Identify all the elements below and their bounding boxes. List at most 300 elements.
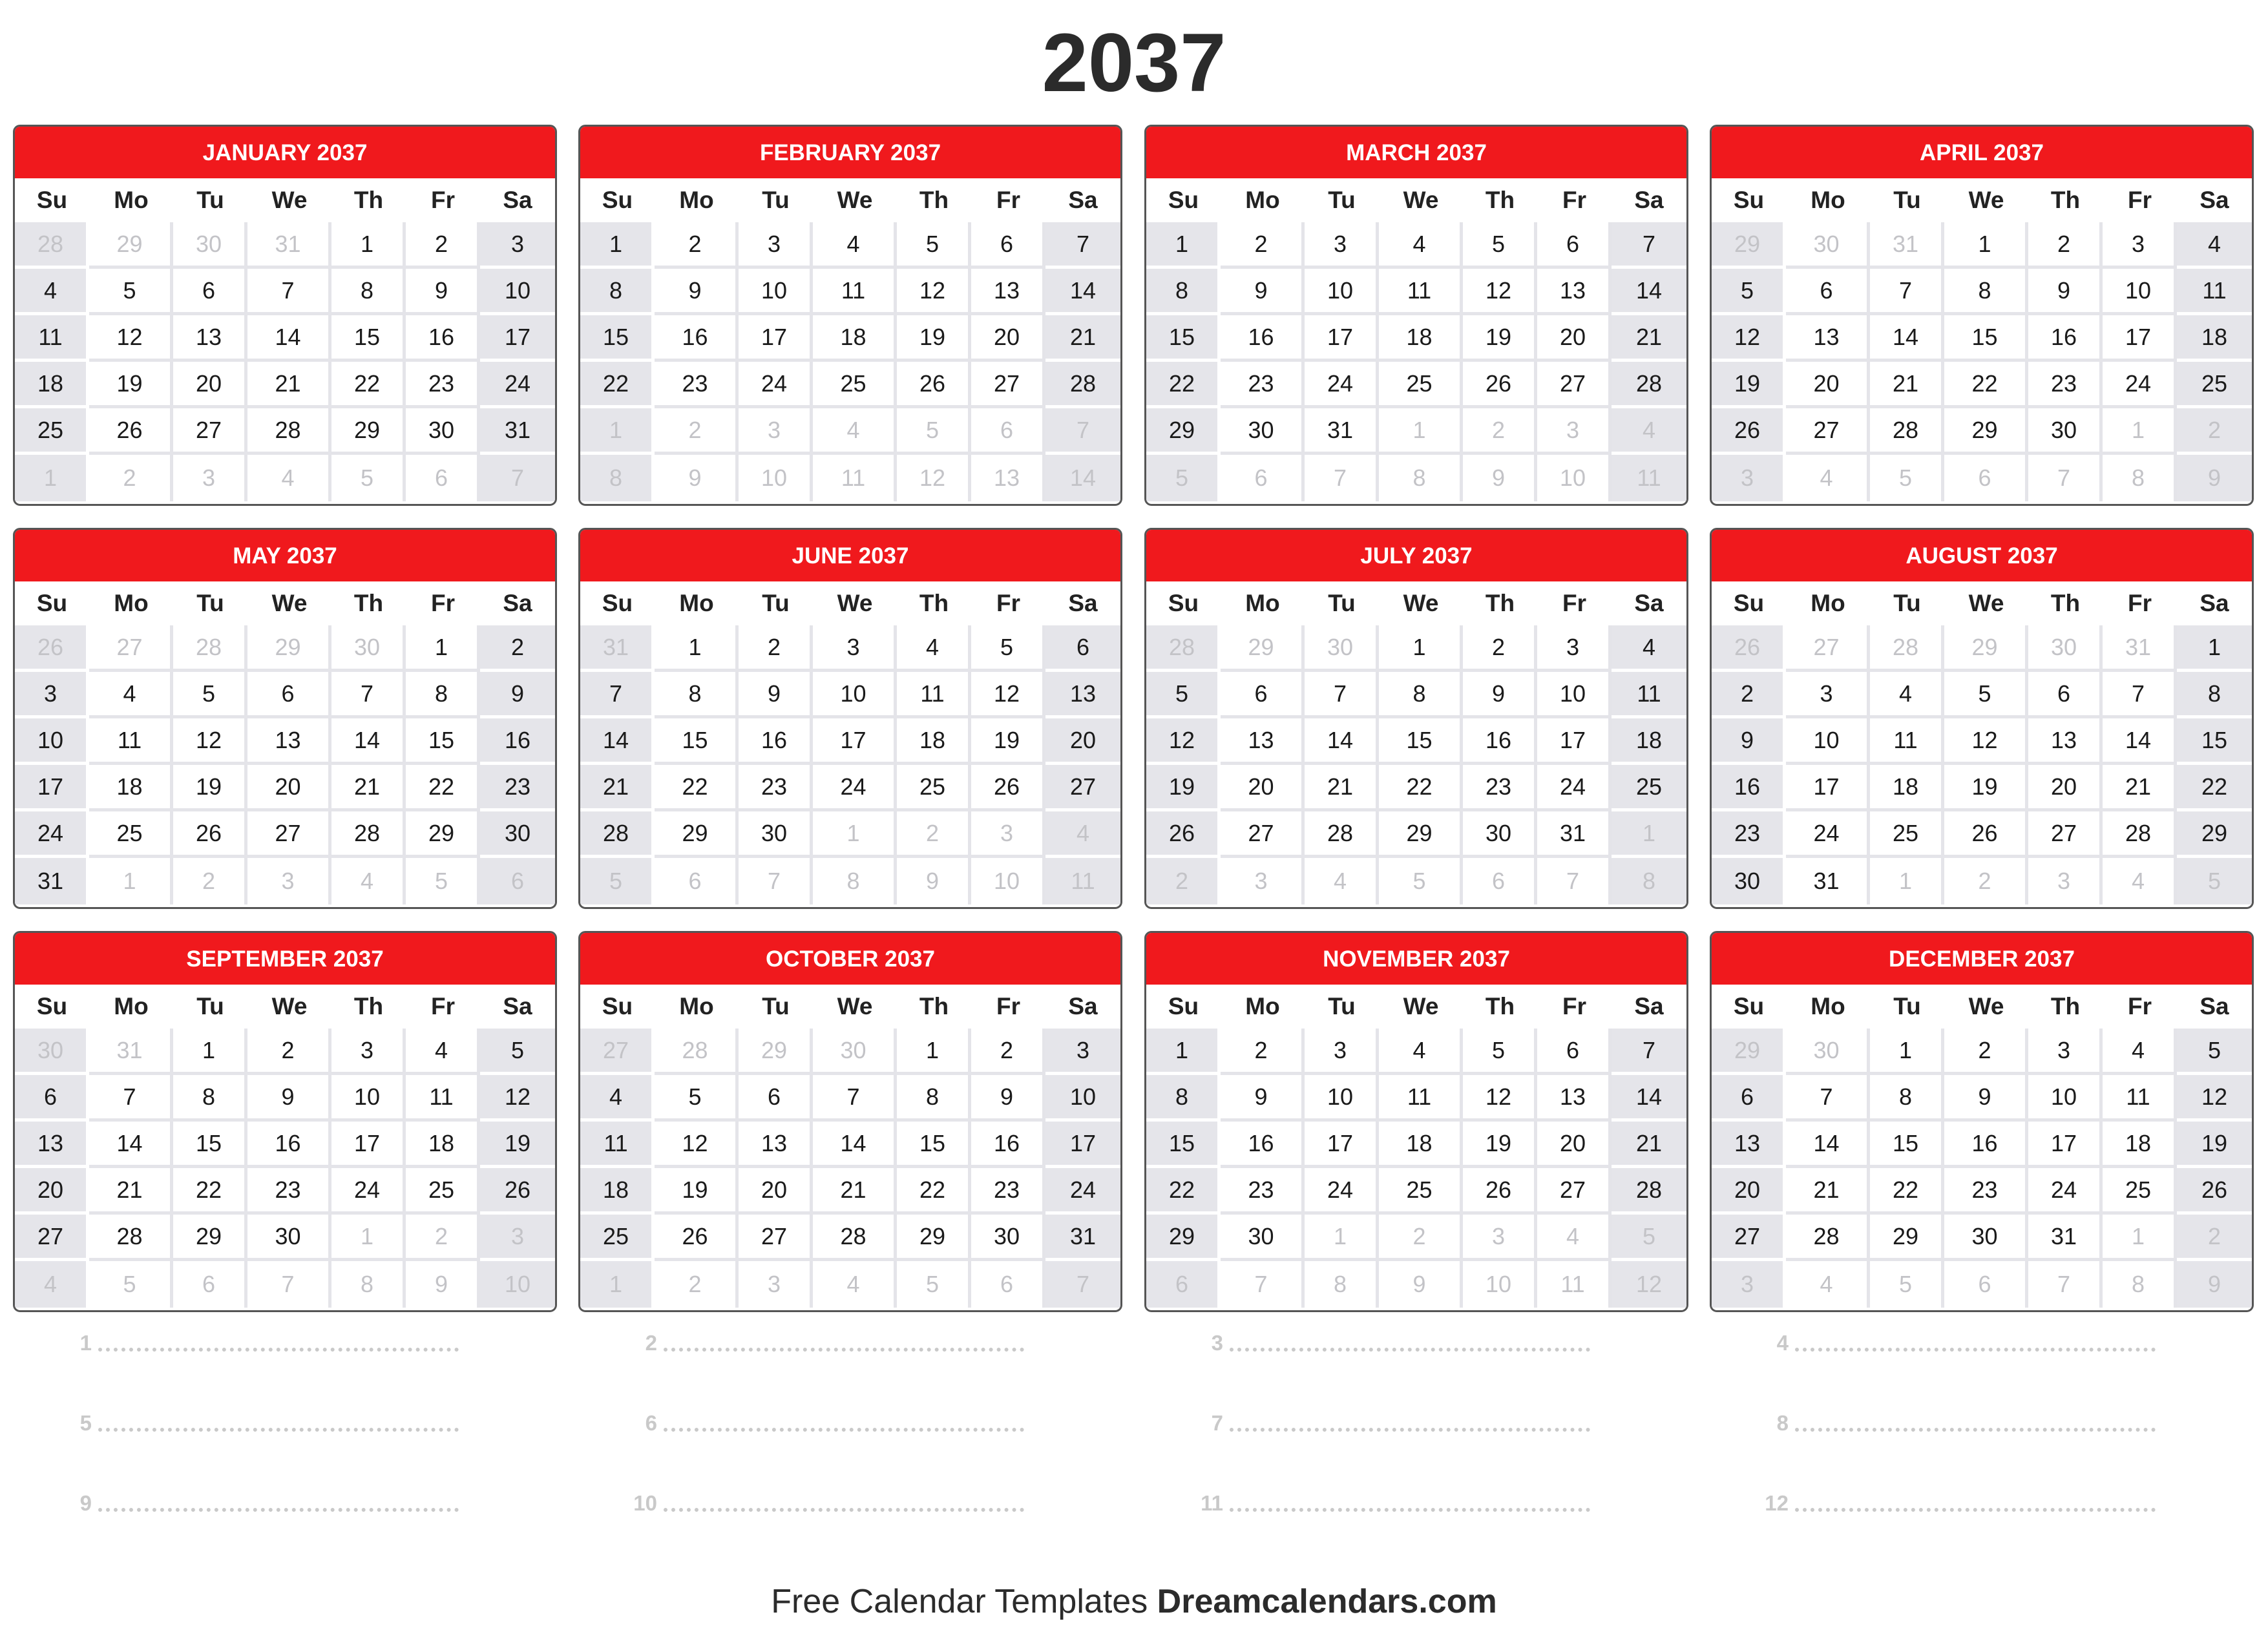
day-cell: 29: [1146, 408, 1221, 455]
day-cell: 27: [1045, 765, 1120, 811]
day-cell: 24: [813, 765, 897, 811]
day-cell: 4: [813, 222, 897, 269]
day-cell: 2: [739, 625, 813, 672]
day-cell: 6: [1537, 1029, 1612, 1075]
day-cell: 11: [1379, 1075, 1463, 1122]
day-cell: 24: [739, 362, 813, 408]
day-cell-outside: 3: [247, 858, 331, 904]
note-number: 8: [1776, 1411, 1789, 1435]
weekday-header: Su: [1712, 581, 1786, 625]
day-cell: 2: [1221, 1029, 1305, 1075]
day-cell-outside: 9: [2177, 455, 2252, 501]
day-cell-outside: 8: [813, 858, 897, 904]
day-cell: 9: [406, 269, 480, 315]
day-cell-outside: 29: [739, 1029, 813, 1075]
day-cell: 8: [1146, 1075, 1221, 1122]
weekday-header: Tu: [1870, 581, 1944, 625]
day-cell: 25: [1612, 765, 1686, 811]
day-cell-outside: 30: [813, 1029, 897, 1075]
day-cell-outside: 8: [331, 1261, 406, 1308]
day-cell: 23: [1463, 765, 1537, 811]
day-cell: 12: [1463, 269, 1537, 315]
day-cell-outside: 2: [2177, 1215, 2252, 1261]
day-cell: 27: [15, 1215, 89, 1261]
day-cell: 14: [331, 718, 406, 765]
day-cell: 13: [1045, 672, 1120, 718]
weekday-header: Sa: [1045, 581, 1120, 625]
day-cell: 2: [971, 1029, 1045, 1075]
day-cell-outside: 7: [1221, 1261, 1305, 1308]
day-cell: 5: [1463, 1029, 1537, 1075]
day-cell: 3: [480, 222, 555, 269]
day-cell: 18: [2103, 1122, 2177, 1168]
day-cell-outside: 30: [2028, 625, 2103, 672]
day-cell: 21: [2103, 765, 2177, 811]
month-title: NOVEMBER 2037: [1146, 933, 1686, 985]
day-cell: 21: [331, 765, 406, 811]
day-cell: 14: [813, 1122, 897, 1168]
day-cell: 9: [971, 1075, 1045, 1122]
day-cell-outside: 13: [971, 455, 1045, 501]
day-cell-outside: 3: [739, 408, 813, 455]
day-cell-outside: 5: [897, 1261, 971, 1308]
day-cell: 6: [247, 672, 331, 718]
day-cell: 18: [897, 718, 971, 765]
day-cell-outside: 2: [1146, 858, 1221, 904]
day-cell: 11: [2177, 269, 2252, 315]
day-cell: 11: [580, 1122, 655, 1168]
days-grid: [1712, 178, 2252, 501]
day-cell: 2: [1221, 222, 1305, 269]
day-cell: 4: [580, 1075, 655, 1122]
day-cell: 30: [1463, 811, 1537, 858]
note-number: 4: [1776, 1331, 1789, 1355]
weekday-header: Sa: [1612, 581, 1686, 625]
day-cell-outside: 5: [1870, 455, 1944, 501]
note-line: [58, 1485, 459, 1516]
day-cell: 7: [89, 1075, 173, 1122]
day-cell: 15: [1944, 315, 2028, 362]
day-cell: 17: [15, 765, 89, 811]
day-cell: 22: [173, 1168, 247, 1215]
weekday-header: Tu: [1870, 985, 1944, 1029]
weekday-header: Tu: [739, 985, 813, 1029]
day-cell: 28: [1612, 1168, 1686, 1215]
day-cell-outside: 8: [2103, 1261, 2177, 1308]
day-cell: 9: [480, 672, 555, 718]
day-cell: 15: [655, 718, 739, 765]
day-cell: 9: [1463, 672, 1537, 718]
day-cell: 11: [406, 1075, 480, 1122]
day-cell: 19: [1463, 315, 1537, 362]
day-cell: 16: [1221, 315, 1305, 362]
day-cell: 3: [2028, 1029, 2103, 1075]
weekday-header: Sa: [2177, 581, 2252, 625]
day-cell: 19: [2177, 1122, 2252, 1168]
day-cell: 15: [2177, 718, 2252, 765]
weekday-header: Th: [331, 178, 406, 222]
day-cell: 16: [971, 1122, 1045, 1168]
note-dotted-line: [1795, 1348, 2156, 1352]
day-cell: 1: [173, 1029, 247, 1075]
weekday-header: Sa: [2177, 985, 2252, 1029]
day-cell: 31: [15, 858, 89, 904]
weekday-header: We: [1944, 178, 2028, 222]
day-cell: 14: [1870, 315, 1944, 362]
day-cell: 7: [247, 269, 331, 315]
day-cell: 23: [480, 765, 555, 811]
day-cell: 31: [480, 408, 555, 455]
day-cell-outside: 29: [1944, 625, 2028, 672]
day-cell-outside: 29: [1712, 222, 1786, 269]
day-cell: 19: [1944, 765, 2028, 811]
day-cell: 28: [813, 1215, 897, 1261]
day-cell: 18: [15, 362, 89, 408]
day-cell: 17: [813, 718, 897, 765]
note-dotted-line: [1230, 1508, 1590, 1512]
weekday-header: Th: [331, 581, 406, 625]
weekday-header: Th: [897, 581, 971, 625]
day-cell: 15: [331, 315, 406, 362]
day-cell: 4: [1379, 222, 1463, 269]
day-cell-outside: 5: [89, 1261, 173, 1308]
day-cell-outside: 8: [2103, 455, 2177, 501]
weekday-header: Mo: [89, 985, 173, 1029]
note-dotted-line: [98, 1348, 459, 1352]
day-cell-outside: 7: [1305, 455, 1379, 501]
note-dotted-line: [664, 1508, 1024, 1512]
day-cell: 17: [480, 315, 555, 362]
weekday-header: Su: [1146, 178, 1221, 222]
weekday-header: Sa: [1045, 985, 1120, 1029]
weekday-header: Tu: [1870, 178, 1944, 222]
day-cell: 23: [1712, 811, 1786, 858]
day-cell: 28: [1786, 1215, 1870, 1261]
day-cell: 6: [971, 222, 1045, 269]
day-cell-outside: 6: [1463, 858, 1537, 904]
day-cell: 1: [580, 222, 655, 269]
month-title: DECEMBER 2037: [1712, 933, 2252, 985]
day-cell-outside: 2: [1379, 1215, 1463, 1261]
weekday-header: We: [1379, 581, 1463, 625]
day-cell: 30: [480, 811, 555, 858]
day-cell: 14: [1305, 718, 1379, 765]
day-cell: 14: [1786, 1122, 1870, 1168]
note-line: [1190, 1405, 1590, 1436]
day-cell-outside: 30: [173, 222, 247, 269]
day-cell: 11: [2103, 1075, 2177, 1122]
weekday-header: Su: [1146, 581, 1221, 625]
weekday-header: Fr: [1537, 581, 1612, 625]
day-cell: 21: [1305, 765, 1379, 811]
day-cell: 5: [480, 1029, 555, 1075]
month-title: JANUARY 2037: [15, 127, 555, 178]
day-cell: 16: [247, 1122, 331, 1168]
day-cell-outside: 4: [1305, 858, 1379, 904]
day-cell: 15: [897, 1122, 971, 1168]
day-cell: 15: [406, 718, 480, 765]
days-grid: [1146, 178, 1686, 501]
day-cell: 28: [247, 408, 331, 455]
day-cell: 7: [2103, 672, 2177, 718]
day-cell-outside: 30: [331, 625, 406, 672]
day-cell: 10: [1786, 718, 1870, 765]
weekday-header: Mo: [89, 178, 173, 222]
day-cell-outside: 2: [1944, 858, 2028, 904]
day-cell-outside: 6: [406, 455, 480, 501]
weekday-header: We: [247, 581, 331, 625]
day-cell: 10: [739, 269, 813, 315]
day-cell: 18: [1379, 315, 1463, 362]
day-cell: 13: [1712, 1122, 1786, 1168]
day-cell: 29: [1379, 811, 1463, 858]
day-cell-outside: 31: [1870, 222, 1944, 269]
day-cell: 23: [971, 1168, 1045, 1215]
day-cell: 2: [1712, 672, 1786, 718]
day-cell: 18: [1870, 765, 1944, 811]
day-cell: 3: [813, 625, 897, 672]
days-grid: [580, 985, 1120, 1308]
day-cell: 26: [971, 765, 1045, 811]
day-cell: 30: [247, 1215, 331, 1261]
day-cell: 16: [2028, 315, 2103, 362]
day-cell: 17: [1537, 718, 1612, 765]
day-cell-outside: 9: [406, 1261, 480, 1308]
day-cell: 12: [971, 672, 1045, 718]
day-cell: 4: [2103, 1029, 2177, 1075]
day-cell: 13: [739, 1122, 813, 1168]
day-cell-outside: 7: [1537, 858, 1612, 904]
weekday-header: Sa: [480, 985, 555, 1029]
day-cell: 13: [1221, 718, 1305, 765]
note-line: [1755, 1485, 2156, 1516]
day-cell: 28: [1612, 362, 1686, 408]
day-cell: 27: [1712, 1215, 1786, 1261]
weekday-header: We: [1944, 581, 2028, 625]
days-grid: [15, 985, 555, 1308]
day-cell-outside: 6: [971, 408, 1045, 455]
day-cell-outside: 6: [480, 858, 555, 904]
day-cell: 31: [1786, 858, 1870, 904]
note-number: 1: [79, 1331, 92, 1355]
day-cell: 21: [1612, 315, 1686, 362]
month-panel: [13, 528, 557, 909]
day-cell-outside: 29: [1712, 1029, 1786, 1075]
month-panel: [1710, 528, 2254, 909]
day-cell: 6: [1221, 672, 1305, 718]
day-cell: 23: [739, 765, 813, 811]
day-cell: 7: [1786, 1075, 1870, 1122]
day-cell: 1: [897, 1029, 971, 1075]
day-cell: 9: [739, 672, 813, 718]
day-cell: 20: [971, 315, 1045, 362]
day-cell: 30: [1221, 408, 1305, 455]
day-cell: 9: [1712, 718, 1786, 765]
day-cell: 28: [1045, 362, 1120, 408]
month-panel: [13, 931, 557, 1312]
weekday-header: We: [1379, 178, 1463, 222]
day-cell: 29: [173, 1215, 247, 1261]
day-cell: 5: [173, 672, 247, 718]
day-cell: 6: [15, 1075, 89, 1122]
day-cell-outside: 4: [1786, 1261, 1870, 1308]
day-cell: 3: [331, 1029, 406, 1075]
day-cell: 8: [173, 1075, 247, 1122]
day-cell-outside: 9: [1379, 1261, 1463, 1308]
weekday-header: Tu: [1305, 985, 1379, 1029]
day-cell: 9: [655, 269, 739, 315]
month-panel: [1144, 125, 1688, 506]
day-cell: 28: [89, 1215, 173, 1261]
day-cell: 9: [2028, 269, 2103, 315]
day-cell-outside: 1: [1612, 811, 1686, 858]
day-cell: 13: [1537, 269, 1612, 315]
day-cell: 8: [1944, 269, 2028, 315]
day-cell: 15: [1146, 1122, 1221, 1168]
day-cell: 15: [1146, 315, 1221, 362]
weekday-header: Su: [580, 985, 655, 1029]
day-cell-outside: 1: [15, 455, 89, 501]
day-cell: 10: [1305, 269, 1379, 315]
day-cell: 21: [247, 362, 331, 408]
month-title: JULY 2037: [1146, 530, 1686, 581]
day-cell-outside: 12: [1612, 1261, 1686, 1308]
day-cell: 20: [1221, 765, 1305, 811]
day-cell: 16: [480, 718, 555, 765]
day-cell-outside: 3: [480, 1215, 555, 1261]
note-line: [1190, 1485, 1590, 1516]
year-title: 2037: [1042, 17, 1226, 109]
day-cell: 13: [15, 1122, 89, 1168]
day-cell: 1: [1379, 625, 1463, 672]
day-cell: 10: [2103, 269, 2177, 315]
footer-text: Free Calendar Templates: [771, 1583, 1148, 1620]
day-cell: 15: [173, 1122, 247, 1168]
day-cell-outside: 31: [2103, 625, 2177, 672]
days-grid: [1712, 985, 2252, 1308]
days-grid: [580, 178, 1120, 501]
day-cell: 23: [247, 1168, 331, 1215]
day-cell: 18: [406, 1122, 480, 1168]
day-cell: 24: [2028, 1168, 2103, 1215]
day-cell-outside: 11: [1612, 455, 1686, 501]
day-cell: 29: [1944, 408, 2028, 455]
day-cell: 1: [406, 625, 480, 672]
day-cell: 5: [1944, 672, 2028, 718]
note-number: 12: [1765, 1491, 1789, 1515]
day-cell: 3: [1045, 1029, 1120, 1075]
day-cell: 10: [15, 718, 89, 765]
day-cell: 2: [1463, 625, 1537, 672]
day-cell-outside: 4: [813, 1261, 897, 1308]
day-cell: 14: [89, 1122, 173, 1168]
day-cell: 18: [2177, 315, 2252, 362]
day-cell-outside: 11: [813, 455, 897, 501]
days-grid: [1146, 581, 1686, 904]
footer: [0, 1579, 2268, 1624]
day-cell-outside: 5: [331, 455, 406, 501]
note-number: 9: [79, 1491, 92, 1515]
day-cell: 14: [247, 315, 331, 362]
day-cell: 23: [655, 362, 739, 408]
day-cell: 29: [1870, 1215, 1944, 1261]
day-cell: 7: [580, 672, 655, 718]
month-panel: [1144, 931, 1688, 1312]
weekday-header: Th: [331, 985, 406, 1029]
note-line: [1755, 1324, 2156, 1355]
day-cell: 14: [1612, 269, 1686, 315]
day-cell: 25: [897, 765, 971, 811]
day-cell-outside: 31: [247, 222, 331, 269]
note-number: 6: [645, 1411, 657, 1435]
day-cell-outside: 3: [1221, 858, 1305, 904]
day-cell: 6: [2028, 672, 2103, 718]
weekday-header: Mo: [655, 985, 739, 1029]
day-cell: 7: [1870, 269, 1944, 315]
day-cell: 10: [331, 1075, 406, 1122]
day-cell: 29: [897, 1215, 971, 1261]
day-cell: 25: [580, 1215, 655, 1261]
note-dotted-line: [664, 1348, 1024, 1352]
day-cell: 1: [331, 222, 406, 269]
day-cell: 22: [2177, 765, 2252, 811]
day-cell: 25: [813, 362, 897, 408]
weekday-header: Mo: [655, 178, 739, 222]
weekday-header: Tu: [173, 178, 247, 222]
day-cell: 26: [1712, 408, 1786, 455]
day-cell: 26: [1944, 811, 2028, 858]
day-cell: 16: [1944, 1122, 2028, 1168]
day-cell: 4: [1379, 1029, 1463, 1075]
weekday-header: Fr: [1537, 985, 1612, 1029]
day-cell: 27: [247, 811, 331, 858]
day-cell: 28: [2103, 811, 2177, 858]
weekday-header: Fr: [1537, 178, 1612, 222]
day-cell: 20: [173, 362, 247, 408]
day-cell: 19: [1146, 765, 1221, 811]
day-cell: 26: [2177, 1168, 2252, 1215]
month-title: APRIL 2037: [1712, 127, 2252, 178]
day-cell: 20: [247, 765, 331, 811]
note-dotted-line: [1795, 1428, 2156, 1432]
day-cell: 23: [2028, 362, 2103, 408]
day-cell-outside: 6: [1146, 1261, 1221, 1308]
weekday-header: Su: [580, 581, 655, 625]
note-number: 3: [1211, 1331, 1223, 1355]
day-cell-outside: 4: [247, 455, 331, 501]
day-cell: 22: [1944, 362, 2028, 408]
day-cell: 16: [655, 315, 739, 362]
weekday-header: Th: [1463, 985, 1537, 1029]
day-cell: 5: [897, 222, 971, 269]
day-cell: 18: [1612, 718, 1686, 765]
day-cell-outside: 4: [1045, 811, 1120, 858]
day-cell: 30: [1944, 1215, 2028, 1261]
day-cell: 7: [1612, 222, 1686, 269]
weekday-header: Th: [1463, 581, 1537, 625]
weekday-header: Th: [897, 178, 971, 222]
day-cell: 21: [1870, 362, 1944, 408]
day-cell: 12: [1712, 315, 1786, 362]
day-cell-outside: 2: [655, 1261, 739, 1308]
day-cell: 2: [406, 222, 480, 269]
weekday-header: Mo: [89, 581, 173, 625]
day-cell: 12: [89, 315, 173, 362]
day-cell-outside: 28: [173, 625, 247, 672]
weekday-header: Fr: [406, 985, 480, 1029]
day-cell: 8: [580, 269, 655, 315]
day-cell: 24: [1305, 1168, 1379, 1215]
